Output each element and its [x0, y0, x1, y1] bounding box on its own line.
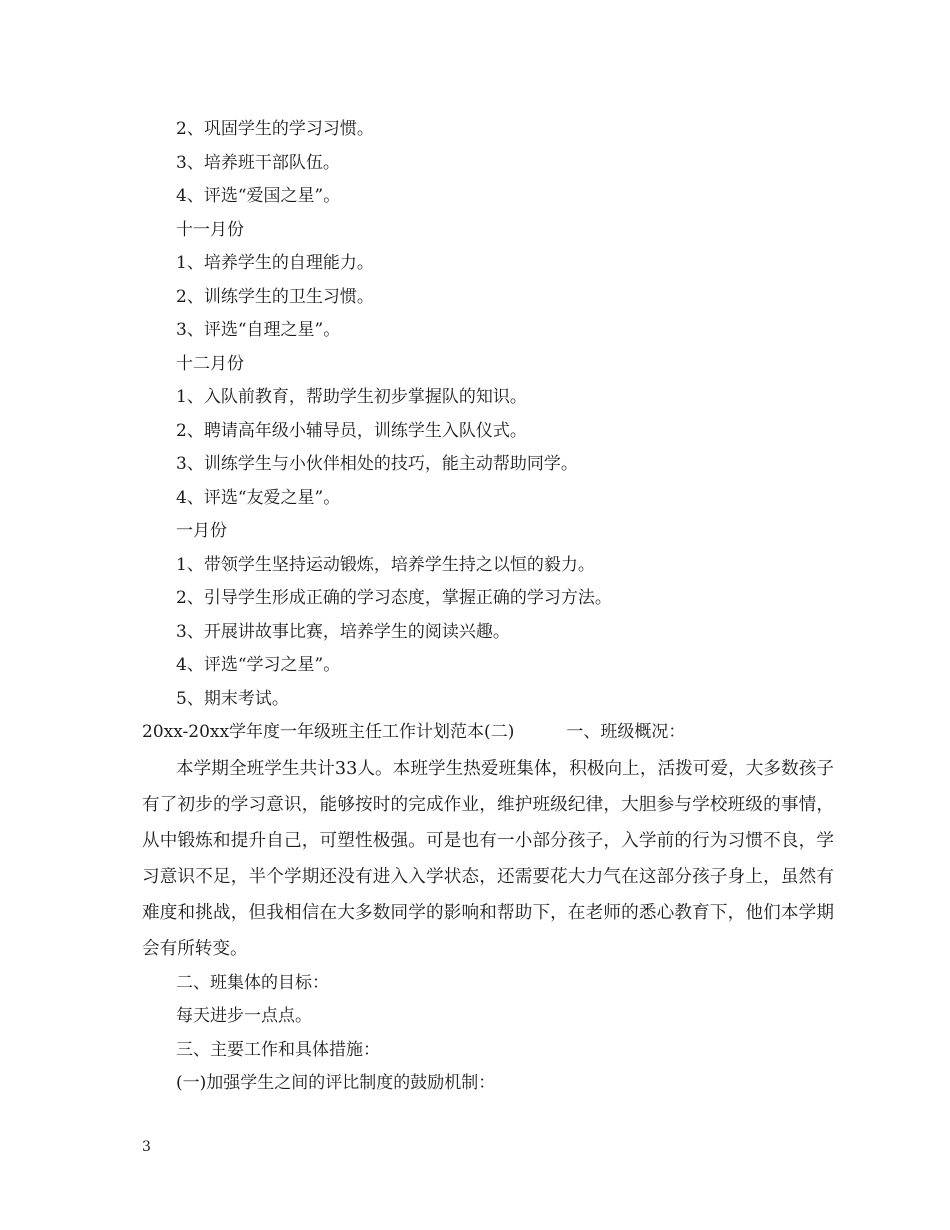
month-heading: 十二月份 [176, 353, 244, 374]
goal-text: 每天进步一点点。 [176, 1006, 312, 1026]
section-heading: 一、班级概况： [566, 722, 686, 742]
list-item: 4、评选“学习之星”。 [176, 655, 341, 675]
list-item: 2、训练学生的卫生习惯。 [176, 286, 374, 307]
list-item: 3、训练学生与小伙伴相处的技巧，能主动帮助同学。 [176, 454, 578, 474]
page-number: 3 [142, 1139, 151, 1155]
month-heading: 一月份 [176, 521, 227, 541]
section-title-line [142, 716, 834, 750]
list-item: 1、入队前教育，帮助学生初步掌握队的知识。 [176, 387, 527, 407]
list-item: 1、带领学生坚持运动锻炼，培养学生持之以恒的毅力。 [176, 554, 595, 575]
document-body [142, 113, 834, 1101]
month-heading: 十一月份 [176, 219, 244, 240]
list-item: 2、聘请高年级小辅导员，训练学生入队仪式。 [176, 420, 527, 441]
list-item: 3、开展讲故事比赛，培养学生的阅读兴趣。 [176, 621, 510, 642]
section-heading-goal: 二、班集体的目标： [176, 972, 329, 993]
class-overview-paragraph: 本学期全班学生共计33人。本班学生热爱班集体，积极向上，活拨可爱，大多数孩子有了初步的学习意识，能够按时的完成作业，维护班级纪律，大胆参与学校班级的事情，从中锻炼和提升自己，可塑性极强。可是也有一小部分孩子，入学前的行为习惯不良，学习意识不足，半个学期还没有进入入学状态，还需要花大力气在这部分孩子身上，虽然有难度和挑战，但我相信在大多数同学的影响和帮助下，在老师的悉心教育下，他们本学期会有所转变。 [142, 758, 834, 959]
list-item: 1、培养学生的自理能力。 [176, 253, 374, 273]
section-title: 20xx-20xx学年度一年级班主任工作计划范本(二) [142, 722, 515, 742]
subsection-heading: (一)加强学生之间的评比制度的鼓励机制： [176, 1073, 496, 1093]
list-item: 2、引导学生形成正确的学习态度，掌握正确的学习方法。 [176, 588, 612, 608]
list-item: 3、培养班干部队伍。 [176, 152, 340, 173]
list-item: 2、巩固学生的学习习惯。 [176, 119, 374, 139]
list-item: 4、评选“爱国之星”。 [176, 186, 341, 206]
list-item: 5、期末考试。 [176, 688, 289, 709]
list-item: 4、评选“友爱之星”。 [176, 487, 341, 508]
list-item: 3、评选“自理之星”。 [176, 320, 341, 340]
section-heading-measures: 三、主要工作和具体措施： [176, 1039, 380, 1060]
